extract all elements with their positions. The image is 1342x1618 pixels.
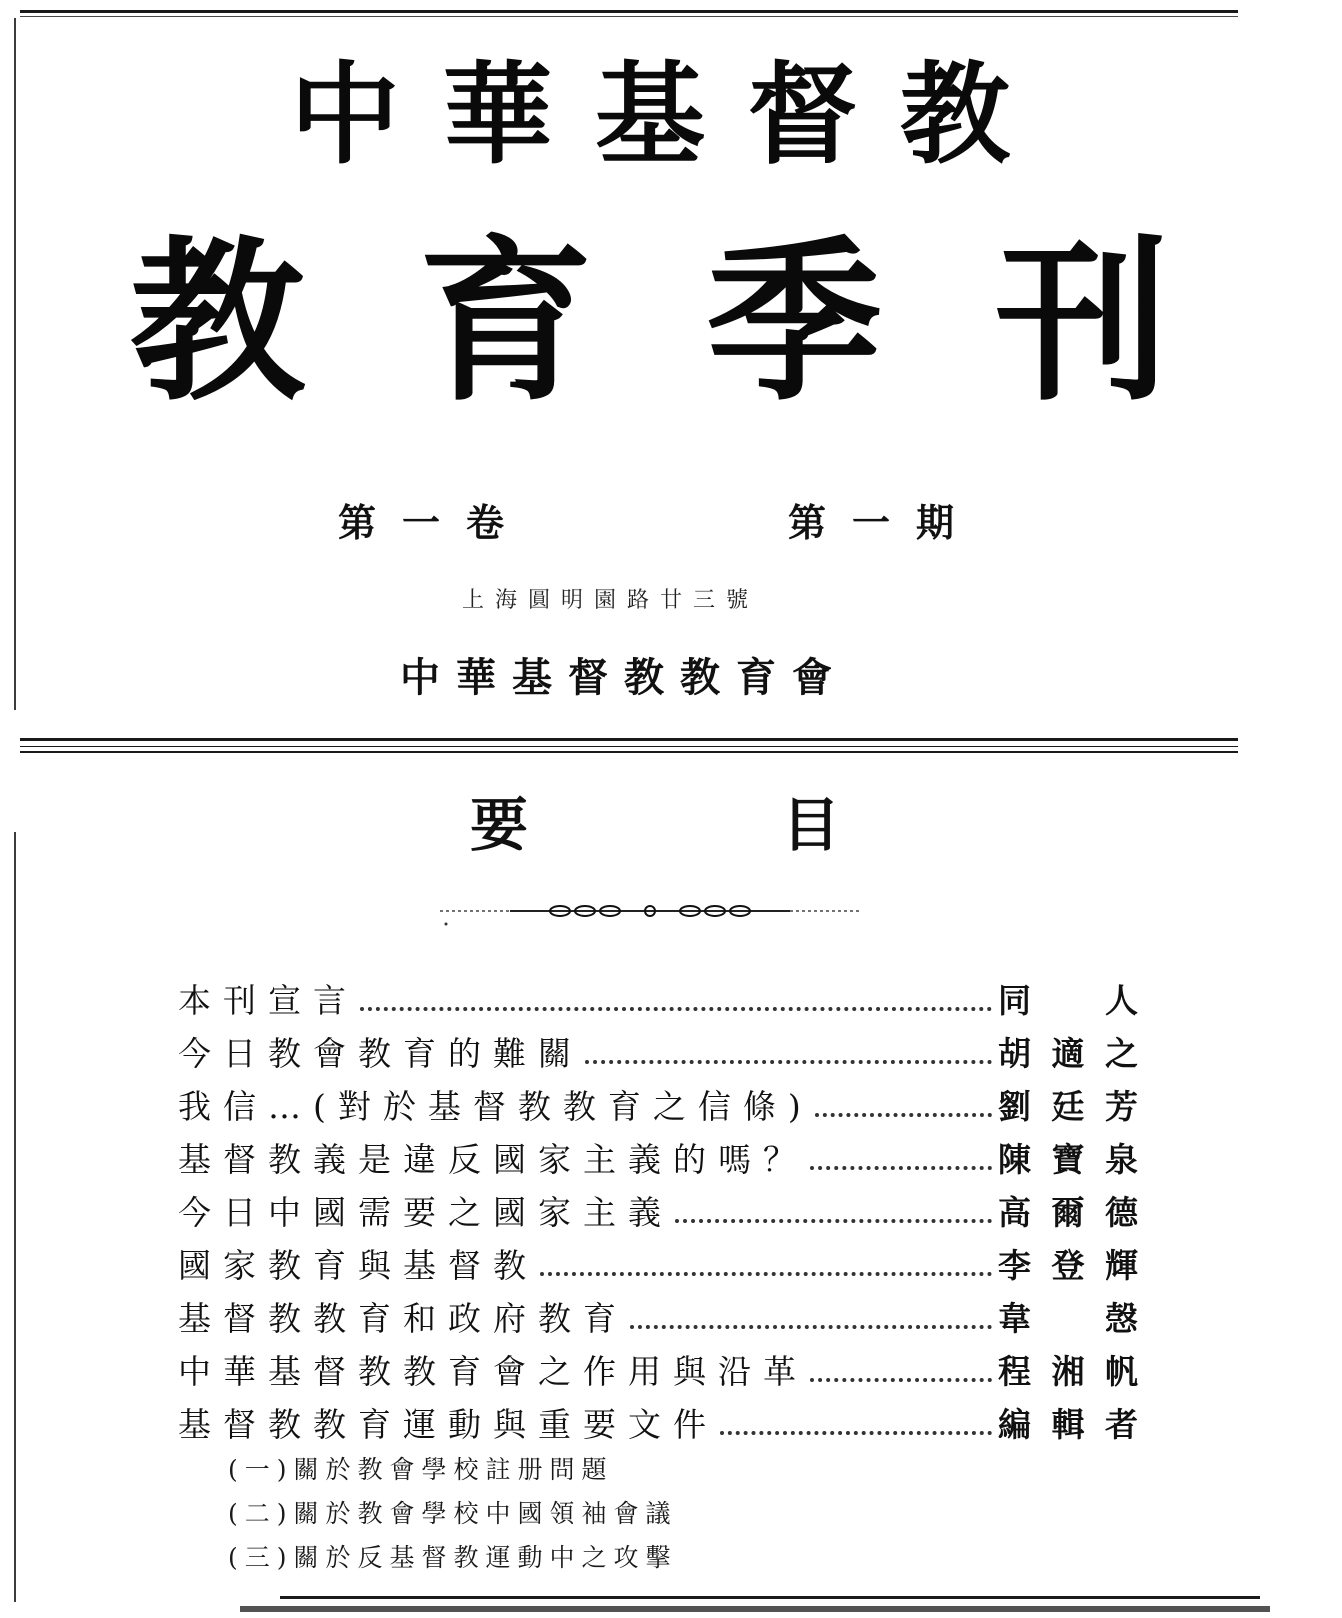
left-margin-rule — [14, 18, 16, 710]
author-char: 輯 — [1051, 1405, 1085, 1444]
toc-entry — [178, 1076, 1138, 1129]
author-char: 芳 — [1105, 1087, 1138, 1126]
toc-author — [998, 1403, 1138, 1447]
masthead-char: 基 — [595, 50, 705, 179]
ornament-divider — [440, 896, 860, 926]
author-char: 愨 — [1105, 1299, 1138, 1338]
toc-title: 基督教教育和政府教育 — [178, 1299, 628, 1338]
author-char: 登 — [1051, 1246, 1085, 1285]
toc-subitems — [228, 1450, 848, 1582]
top-rule — [20, 10, 1238, 13]
section-divider-thin — [20, 746, 1238, 747]
toc-author — [998, 1032, 1138, 1076]
toc-author — [998, 1085, 1138, 1129]
author-char: 適 — [1051, 1034, 1085, 1073]
author-char: 德 — [1105, 1193, 1138, 1232]
publisher-name: 中華基督教教育會 — [400, 654, 848, 701]
toc-author — [998, 1297, 1138, 1341]
left-margin-rule-lower — [14, 832, 16, 1602]
author-char: 爾 — [1051, 1193, 1085, 1232]
toc-title: 基督教義是違反國家主義的嗎？ — [178, 1140, 808, 1179]
volume-label: 第一卷 — [338, 500, 531, 545]
masthead-char: 教 — [900, 50, 1010, 179]
toc-leader-dots — [540, 1264, 992, 1276]
toc-entry — [178, 970, 1138, 1023]
author-char: 同 — [998, 981, 1031, 1020]
toc-author — [998, 1244, 1138, 1288]
author-char: 廷 — [1051, 1087, 1085, 1126]
toc-entry — [178, 1023, 1138, 1076]
author-char: 韋 — [998, 1299, 1031, 1338]
masthead-char: 教 — [130, 220, 305, 425]
toc-leader-dots — [585, 1052, 992, 1064]
toc-author — [998, 1350, 1138, 1394]
toc-title: 今日中國需要之國家主義 — [178, 1193, 673, 1232]
toc-title: 基督教教育運動與重要文件 — [178, 1405, 718, 1444]
author-char: 帆 — [1105, 1352, 1138, 1391]
toc-leader-dots — [630, 1317, 992, 1329]
author-char: 高 — [998, 1193, 1031, 1232]
contents-heading — [470, 790, 840, 860]
toc-entry — [178, 1182, 1138, 1235]
author-char: 陳 — [998, 1140, 1031, 1179]
toc-subitem: (一)關於教會學校註册問題 — [228, 1455, 614, 1484]
author-char: 者 — [1105, 1405, 1138, 1444]
toc-leader-dots — [675, 1211, 992, 1223]
toc-entry — [178, 1129, 1138, 1182]
author-char: 編 — [998, 1405, 1031, 1444]
bottom-rule — [280, 1596, 1260, 1599]
masthead-char: 季 — [706, 220, 882, 425]
toc-title: 我信…(對於基督教教育之信條) — [178, 1087, 813, 1126]
toc-subitem: (二)關於教會學校中國領袖會議 — [228, 1499, 678, 1528]
masthead-line-1 — [290, 50, 1010, 180]
toc-subitem: (三)關於反基督教運動中之攻擊 — [228, 1543, 678, 1572]
masthead-char: 中 — [290, 50, 400, 179]
toc-author — [998, 1138, 1138, 1182]
publisher-address: 上海圓明園路廿三號 — [462, 588, 760, 613]
toc-entry — [178, 1394, 1138, 1447]
section-divider-lower — [20, 751, 1238, 753]
toc-title: 本刊宣言 — [178, 981, 358, 1020]
top-rule-thin — [20, 16, 1238, 17]
author-char: 泉 — [1105, 1140, 1138, 1179]
author-char: 寶 — [1051, 1140, 1085, 1179]
contents-heading-char: 要 — [470, 791, 529, 859]
toc-entry — [178, 1288, 1138, 1341]
author-char: 之 — [1105, 1034, 1138, 1073]
table-of-contents — [178, 970, 1138, 1447]
toc-leader-dots — [720, 1423, 992, 1435]
toc-leader-dots — [815, 1105, 992, 1117]
section-divider — [20, 738, 1238, 741]
toc-author — [998, 979, 1138, 1023]
toc-leader-dots — [360, 999, 992, 1011]
issue-number-label: 第一期 — [788, 500, 981, 545]
toc-title: 今日教會教育的難關 — [178, 1034, 583, 1073]
author-char: 程 — [998, 1352, 1031, 1391]
contents-heading-char: 目 — [781, 791, 840, 859]
toc-title: 中華基督教教育會之作用與沿革 — [178, 1352, 808, 1391]
masthead-line-2 — [130, 220, 1170, 425]
toc-entry — [178, 1235, 1138, 1288]
masthead-char: 華 — [442, 50, 553, 179]
toc-author — [998, 1191, 1138, 1235]
author-char: 湘 — [1051, 1352, 1085, 1391]
author-char: 人 — [1105, 981, 1138, 1020]
toc-leader-dots — [810, 1158, 992, 1170]
toc-entry — [178, 1341, 1138, 1394]
author-char: 李 — [998, 1246, 1031, 1285]
toc-title: 國家教育與基督教 — [178, 1246, 538, 1285]
masthead-char: 育 — [418, 220, 594, 425]
toc-leader-dots — [810, 1370, 992, 1382]
bottom-rule-heavy — [240, 1606, 1270, 1612]
author-char: 胡 — [998, 1034, 1031, 1073]
masthead-char: 督 — [747, 50, 858, 179]
author-char: 輝 — [1105, 1246, 1138, 1285]
author-char: 劉 — [998, 1087, 1031, 1126]
masthead-char: 刊 — [994, 220, 1170, 425]
